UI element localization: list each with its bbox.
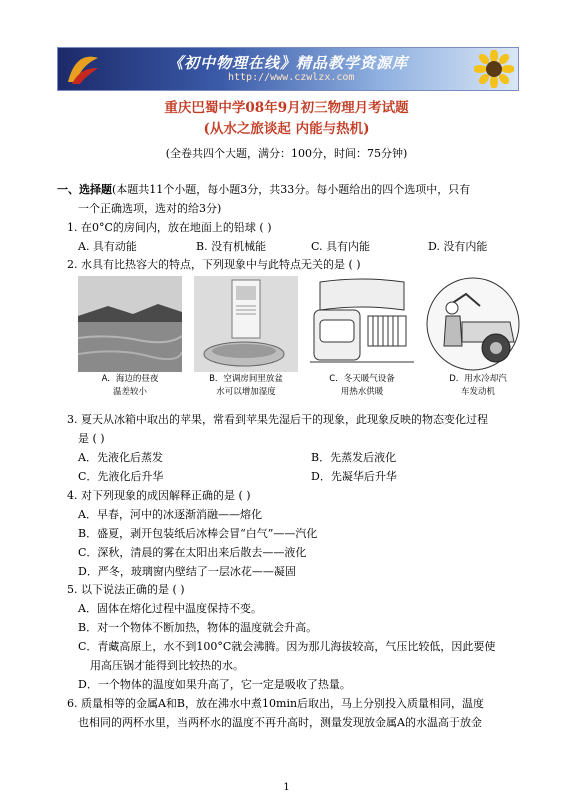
q2-image-a <box>78 276 182 398</box>
q2-image-b <box>194 276 298 398</box>
q5-stem: 5. 以下说法正确的是 ( ) <box>67 583 185 596</box>
q4-option-b: B．盛夏，剥开包装纸后冰棒会冒“白气”——汽化 <box>78 527 318 540</box>
sunflower-icon <box>474 50 514 88</box>
section1-desc-line2: 一个正确选项，选对的给3分) <box>78 202 222 215</box>
q3-option-d: D．先凝华后升华 <box>311 470 397 483</box>
banner-title: 《初中物理在线》精品教学资源库 <box>168 54 409 72</box>
exam-subtitle: (从水之旅谈起 内能与热机) <box>203 121 370 137</box>
car-engine-icon <box>426 276 520 372</box>
q5-option-c-line2: 用高压锅才能得到比较热的水。 <box>90 659 244 672</box>
q2-caption-d-line1: D．用水冷却汽 <box>449 374 507 384</box>
banner-url: http://www.czwlzx.com <box>228 72 355 83</box>
site-banner <box>57 47 519 91</box>
q5-option-a: A．固体在熔化过程中温度保持不变。 <box>78 602 262 615</box>
q2-caption-d-line2: 车发动机 <box>460 387 495 397</box>
section1-desc-line1: (本题共11个小题，每小题3分，共33分。每小题给出的四个选项中，只有 <box>112 183 471 196</box>
q5-option-d: D．一个物体的温度如果升高了，它一定是吸收了热量。 <box>78 678 351 691</box>
q6-stem-line1: 6. 质量相等的金属A和B，放在沸水中煮10min后取出，马上分别投入质量相同，温度 <box>67 697 485 710</box>
q5-option-b: B．对一个物体不断加热，物体的温度就会升高。 <box>78 621 318 634</box>
exam-info: (全卷共四个大题，满分：100分，时间：75分钟) <box>165 147 408 160</box>
page-number: 1 <box>283 782 290 793</box>
q3-option-c: C．先液化后升华 <box>78 470 164 483</box>
section1-label: 一、选择题 <box>57 183 112 196</box>
q5-option-c-line1: C．青藏高原上，水不到100°C就会沸腾。因为那儿海拔较高，气压比较低，因此要使 <box>78 640 496 653</box>
q4-option-c: C．深秋，清晨的雾在太阳出来后散去——液化 <box>78 546 307 559</box>
q6-stem-line2: 也相同的两杯水里，当两杯水的温度不再升高时，测量发现放金属A的水温高于放金 <box>78 716 482 729</box>
q1-option-a: A. 具有动能 <box>78 240 137 253</box>
q1-option-b: B. 没有机械能 <box>196 240 267 253</box>
q2-caption-b-line2: 水可以增加湿度 <box>216 387 276 397</box>
q1-option-d: D. 没有内能 <box>428 240 488 253</box>
q4-option-a: A．早春，河中的冰逐渐消融——熔化 <box>78 508 262 521</box>
q3-option-a: A．先液化后蒸发 <box>78 451 163 464</box>
q4-stem: 4. 对下列现象的成因解释正确的是 ( ) <box>67 489 251 502</box>
q1-stem: 1. 在0°C的房间内，放在地面上的铅球 ( ) <box>67 221 272 234</box>
section1-header <box>57 183 470 197</box>
q3-option-b: B．先蒸发后液化 <box>311 451 397 464</box>
q3-stem-line1: 3. 夏天从冰箱中取出的苹果，常看到苹果先湿后干的现象，此现象反映的物态变化过程 <box>67 413 488 426</box>
air-conditioner-basin-icon <box>194 276 298 372</box>
q2-image-c <box>310 276 414 398</box>
q2-caption-a-line1: A．海边的昼夜 <box>101 374 159 384</box>
site-logo-icon <box>64 52 102 86</box>
radiator-room-icon <box>310 276 414 372</box>
q2-image-row <box>78 276 520 404</box>
q2-caption-a-line2: 温差较小 <box>112 387 147 397</box>
q2-stem: 2. 水具有比热容大的特点，下列现象中与此特点无关的是 ( ) <box>67 258 361 271</box>
q2-image-d <box>426 276 530 398</box>
exam-title: 重庆巴蜀中学08年9月初三物理月考试题 <box>164 100 409 116</box>
q3-stem-line2: 是 ( ) <box>78 432 105 445</box>
q2-caption-c-line1: C．冬天暖气设备 <box>329 374 395 384</box>
q2-caption-c-line2: 用热水供暖 <box>340 387 384 397</box>
q1-option-c: C. 具有内能 <box>311 240 371 253</box>
q4-option-d: D．严冬，玻璃窗内壁结了一层冰花——凝固 <box>78 565 296 578</box>
q2-caption-b-line1: B．空调房间里放盆 <box>209 374 283 384</box>
seaside-photo-icon <box>78 276 182 372</box>
